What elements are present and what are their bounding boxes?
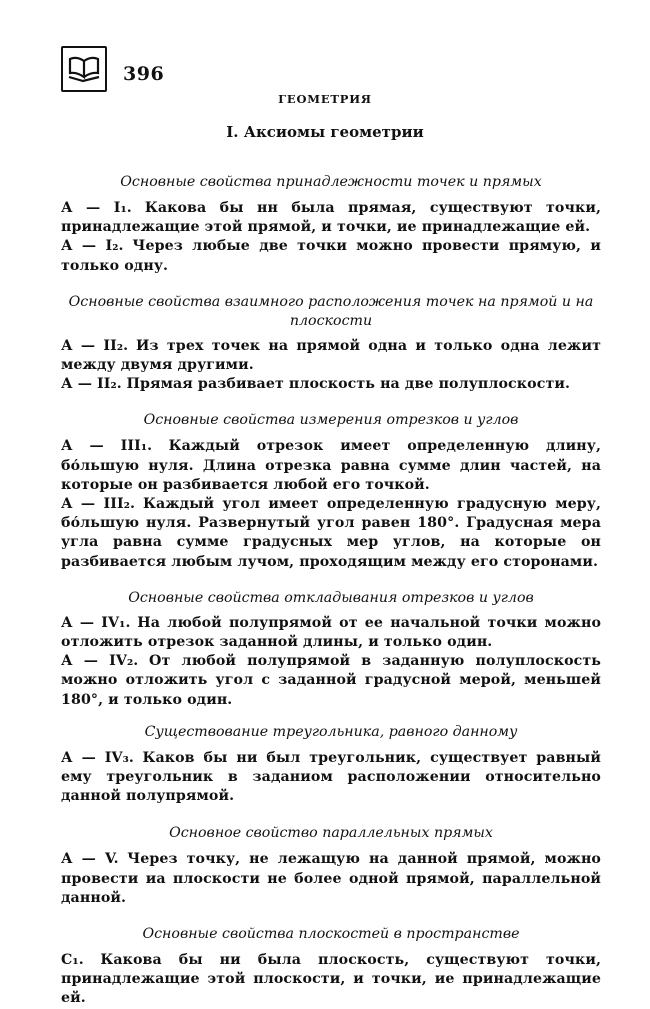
section-construction <box>61 589 601 710</box>
section-title: Основное свойство параллельных прямых <box>169 825 493 842</box>
page-number: 396 <box>123 63 165 85</box>
axiom <box>61 495 601 572</box>
axiom-code: А — III₂. <box>61 496 136 513</box>
axiom-text: Каждый отрезок имеет определенную длину, бо́льшую нуля. Длина отрезка равна сумме длин частей, на которые он разбивается любой его точкой. <box>61 438 601 493</box>
axiom <box>61 749 601 807</box>
axiom-text: Какова бы нн была прямая, существуют точки, принадлежащие этой прямой, и точки, ие принадлежащие ей. <box>61 200 601 236</box>
axiom <box>61 237 601 275</box>
axiom-code: А — IV₁. <box>61 614 131 631</box>
axiom-code: А — I₂. <box>61 238 124 255</box>
section-measurement <box>61 411 601 571</box>
section-parallel <box>61 824 601 908</box>
axiom-code: C₁. <box>61 952 84 969</box>
axiom-code: А — II₂. <box>61 337 129 354</box>
axiom-code: А — IV₂. <box>61 653 139 670</box>
section-title: Основные свойства принадлежности точек и прямых <box>120 174 542 190</box>
axiom-text: Из трех точек на прямой одна и только одна лежит между двумя другими. <box>61 337 601 374</box>
axiom-text: Через любые две точки можно провести прямую, и только одну. <box>61 238 601 274</box>
axiom <box>61 375 601 394</box>
axiom-text: Прямая разбивает плоскость на две полуплоскости. <box>126 376 570 393</box>
axiom <box>61 951 601 1009</box>
axiom <box>61 850 601 908</box>
axiom <box>61 614 601 652</box>
running-head: ГЕОМЕТРИЯ <box>278 92 372 106</box>
axiom <box>61 652 601 710</box>
axiom-text: Каждый угол имеет определенную градусную меру, бо́льшую нуля. Развернутый угол равен 180°. Градусная мера угла равна сумме градусных мер углов, на которые он разбивается любым лучом, проходящим между его сторонами. <box>61 496 601 570</box>
axiom-code: А — II₂. <box>61 376 122 393</box>
axiom-text: От любой полупрямой в заданную полуплоскость можно отложить угол с заданной градусной мерой, меньшей 180°, и только один. <box>61 653 601 708</box>
axiom-text: Каков бы ни был треугольник, существует равный ему треугольник в заданиом расположении относительно данной полупрямой. <box>61 749 601 805</box>
section-title: Основные свойства измерения отрезков и углов <box>143 412 519 429</box>
axiom <box>61 337 601 375</box>
axiom-code: А — IV₃. <box>61 749 134 766</box>
section-title: Основные свойства взаимного расположения точек на прямой и на плоскости <box>68 293 594 329</box>
section-title: Основные свойства плоскостей в пространстве <box>142 926 520 943</box>
axiom-text: На любой полупрямой от ее начальной точки можно отложить отрезок заданной длины, и только один. <box>61 614 602 651</box>
section-incidence <box>61 173 601 276</box>
section-title: Основные свойства откладывания отрезков и углов <box>128 589 534 606</box>
section-planes <box>61 925 601 1009</box>
section-triangle <box>61 723 601 807</box>
axiom-code: А — V. <box>61 851 119 868</box>
axiom-text: Какова бы ни была плоскость, существуют точки, принадлежащие этой плоскости, и точки, ие принадлежащие ей. <box>61 952 601 1007</box>
section-title: Существование треугольника, равного данному <box>144 723 518 740</box>
axiom <box>61 199 601 237</box>
axiom <box>61 437 601 495</box>
axioms-content <box>61 173 601 1009</box>
axiom-code: А — I₁. <box>61 200 132 216</box>
section-order <box>61 293 601 395</box>
book-icon <box>61 46 107 92</box>
axiom-text: Через точку, не лежащую на данной прямой, можно провести иа плоскости не более одной прямой, параллельной данной. <box>61 851 601 906</box>
axiom-code: А — III₁. <box>61 438 153 455</box>
chapter-title: I. Аксиомы геометрии <box>226 123 424 141</box>
